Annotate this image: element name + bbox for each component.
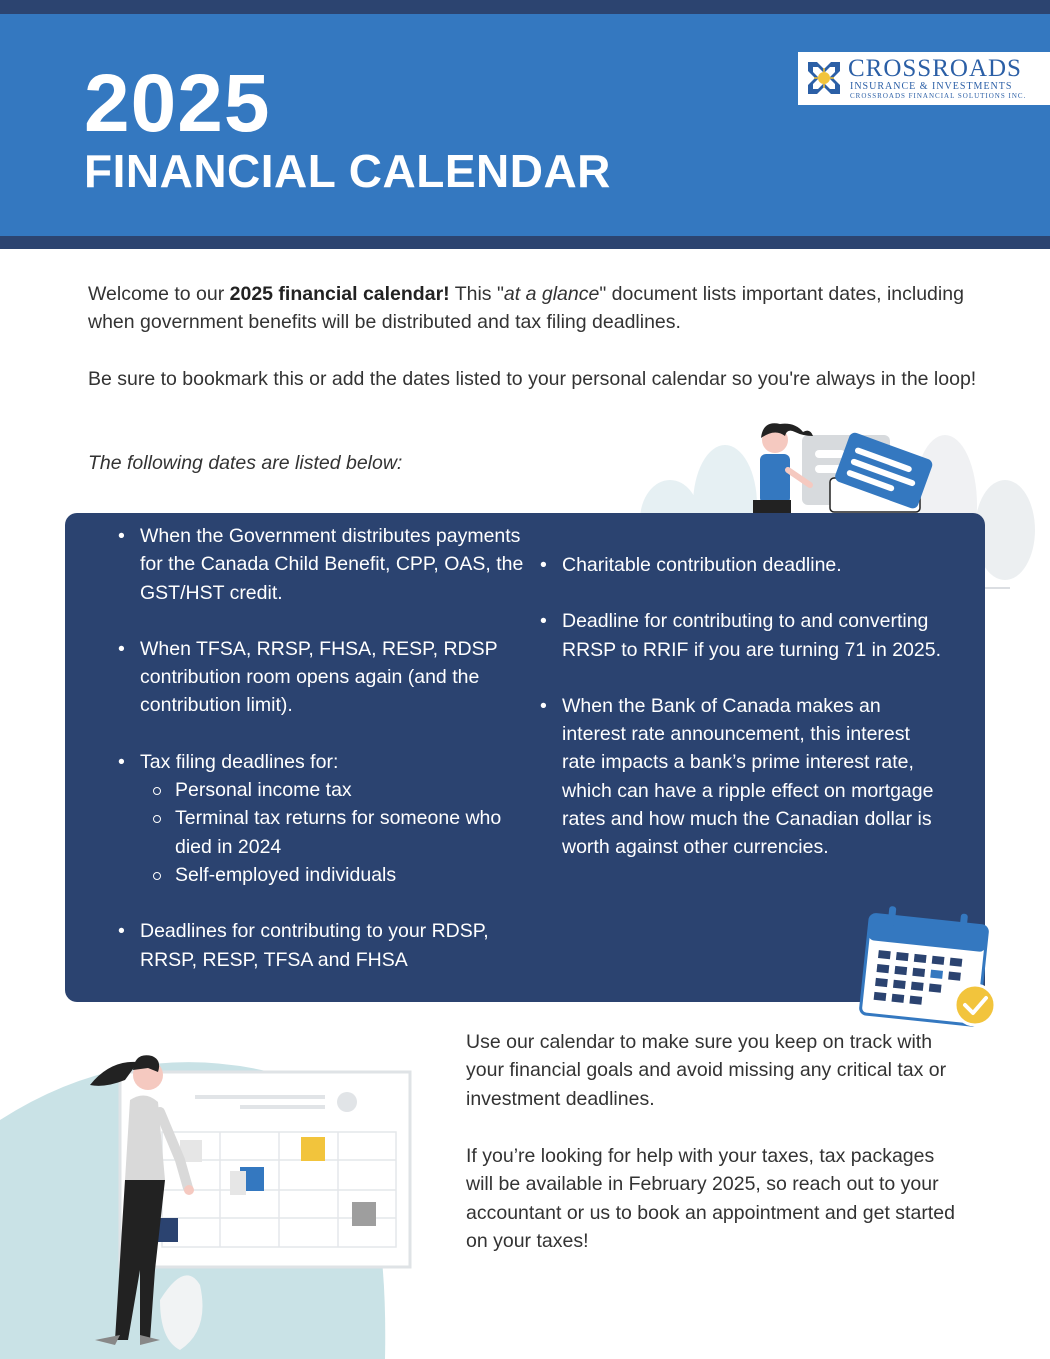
list-item: • Charitable contribution deadline. <box>562 551 942 579</box>
list-item: • Deadlines for contributing to your RDSP, RRSP, RESP, TFSA and FHSA <box>140 917 530 974</box>
tax-deadline-sublist <box>140 776 530 889</box>
list-item: • When the Government distributes payments for the Canada Child Benefit, CPP, OAS, the GST/HST credit. <box>140 522 530 607</box>
page-year: 2025 <box>84 58 271 149</box>
dates-list-left <box>140 522 530 974</box>
dates-listed-label: The following dates are listed below: <box>88 452 403 474</box>
sub-list-item: Terminal tax returns for someone who died in 2024 <box>140 804 530 861</box>
top-accent-bar <box>0 0 1050 14</box>
bookmark-paragraph: Be sure to bookmark this or add the dates listed to your personal calendar so you're always in the loop! <box>88 368 977 390</box>
woman-at-calendar-board-illustration <box>0 1040 420 1359</box>
list-item-label: Tax filing deadlines for: <box>140 750 339 773</box>
sub-list-item: Self-employed individuals <box>140 861 530 889</box>
list-item <box>140 748 530 889</box>
crossroads-logo <box>798 52 1050 105</box>
logo-company: CROSSROADS FINANCIAL SOLUTIONS INC. <box>850 92 1027 100</box>
page-title: FINANCIAL CALENDAR <box>84 145 611 197</box>
logo-name: CROSSROADS <box>848 55 1022 82</box>
crossroads-logo-mark-icon <box>804 58 844 98</box>
sub-list-item: Personal income tax <box>140 776 530 804</box>
tax-help-paragraph: If you’re looking for help with your taxes, tax packages will be available in February 2025, so reach out to your accountant or us to book an appointment and get started on your taxes! <box>466 1145 955 1252</box>
calendar-usage-paragraph: Use our calendar to make sure you keep on track with your financial goals and avoid missing any critical tax or investment deadlines. <box>466 1031 947 1110</box>
calendar-check-icon <box>855 905 1000 1035</box>
intro-paragraph: Welcome to our 2025 financial calendar! This "at a glance" document lists important dates, including when government benefits will be distributed and tax filing deadlines. <box>88 283 964 333</box>
logo-tagline: INSURANCE & INVESTMENTS <box>850 81 1013 92</box>
header-bottom-bar <box>0 236 1050 249</box>
list-item: • When the Bank of Canada makes an interest rate announcement, this interest rate impacts a bank’s prime interest rate, which can have a ripple effect on mortgage rates and how much the Canadian dollar is worth against other currencies. <box>562 692 942 862</box>
dates-list-right <box>562 551 942 862</box>
list-item: • Deadline for contributing to and converting RRSP to RRIF if you are turning 71 in 2025. <box>562 607 942 664</box>
list-item: • When TFSA, RRSP, FHSA, RESP, RDSP contribution room opens again (and the contribution limit). <box>140 635 530 720</box>
